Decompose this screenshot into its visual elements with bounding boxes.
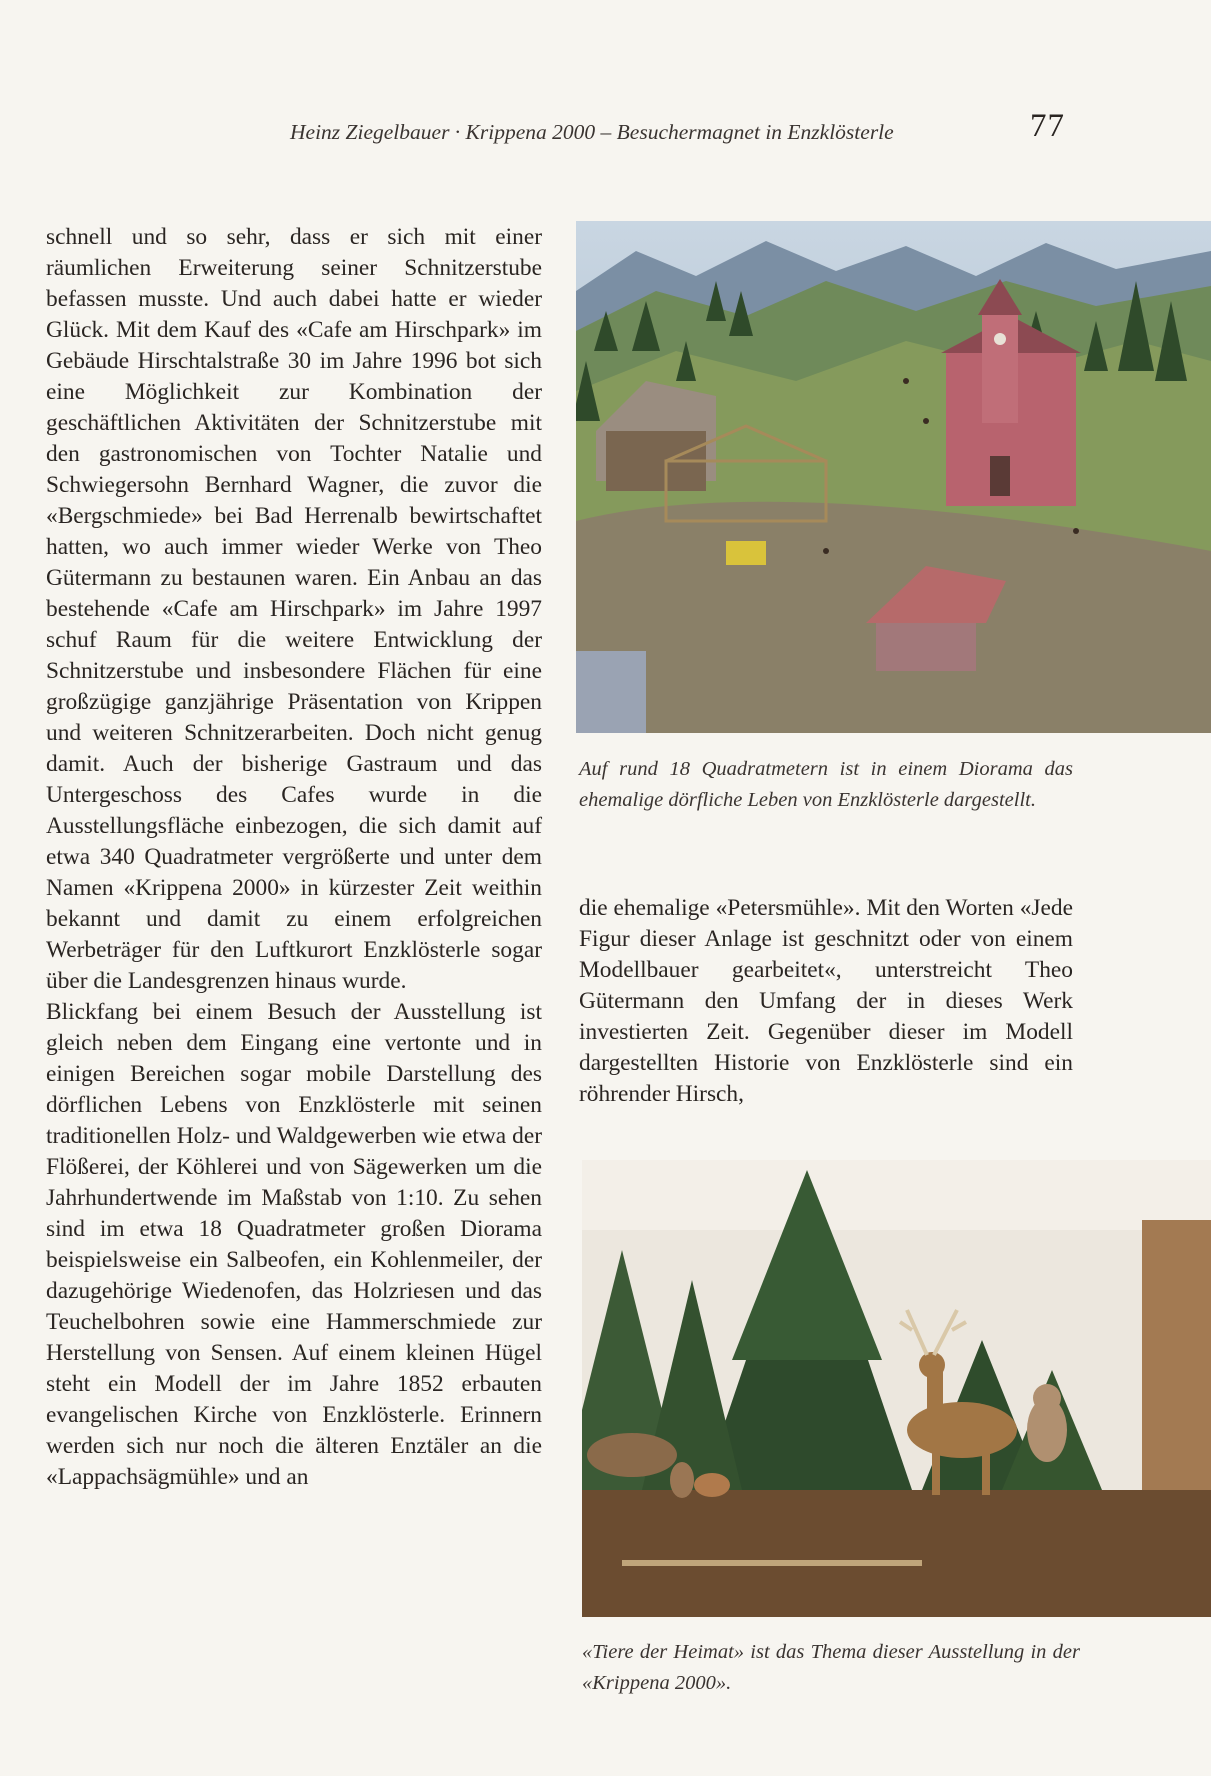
animals-exhibition-photo <box>582 1160 1211 1617</box>
right-column <box>579 893 1073 1110</box>
left-paragraph-1: schnell und so sehr, dass er sich mit einer räumlichen Erweiterung seiner Schnitzerstube befassen musste. Und auch dabei hatte er wieder Glück. Mit dem Kauf des «Cafe am Hirschpark» im Gebäude Hirschtalstraße 30 im Jahre 1996 bot sich eine Möglichkeit zur Kombination der geschäftlichen Aktivitäten der Schnitzerstube mit den gastronomischen von Tochter Natalie und Schwiegersohn Bernhard Wagner, die zuvor die «Bergschmiede» bei Bad Herrenalb bewirtschaftet hatten, wo auch immer wieder Werke von Theo Gütermann zu bestaunen waren. Ein Anbau an das bestehende «Cafe am Hirschpark» im Jahre 1997 schuf Raum für die weitere Entwicklung der Schnitzerstube und insbesondere Flächen für eine großzügige ganzjährige Präsentation von Krippen und weiteren Schnitzerarbeiten. Doch nicht genug damit. Auch der bisherige Gastraum und das Untergeschoss des Cafes wurde in die Ausstellungsfläche einbezogen, die sich damit auf etwa 340 Quadratmeter vergrößerte und unter dem Namen «Krippena 2000» in kürzester Zeit weithin bekannt und damit zu einem erfolgreichen Werbeträger für den Luftkurort Enzklösterle sogar über die Landesgrenzen hinaus wurde. <box>46 224 542 994</box>
caption-diorama: Auf rund 18 Quadratmetern ist in einem Diorama das ehemalige dörfliche Leben von Enzklösterle dargestellt. <box>579 758 1073 811</box>
left-paragraph-2: Blickfang bei einem Besuch der Ausstellung ist gleich neben dem Eingang eine vertonte und in einigen Bereichen sogar mobile Darstellung des dörflichen Lebens von Enzklösterle mit seinen traditionellen Holz- und Waldgewerben wie etwa der Flößerei, der Köhlerei und von Sägewerken um die Jahrhundertwende im Maßstab von 1:10. Zu sehen sind im etwa 18 Quadratmeter großen Diorama beispielsweise ein Salbeofen, ein Kohlenmeiler, der dazugehörige Wiedenofen, das Holzriesen und das Teuchelbohren sowie eine Hammerschmiede zur Herstellung von Sensen. Auf einem kleinen Hügel steht ein Modell der im Jahre 1852 erbauten evangelischen Kirche von Enzklösterle. Erinnern werden sich nur noch die älteren Enztäler an die «Lappachsägmühle» und an <box>46 999 542 1490</box>
diorama-illustration <box>576 221 1211 733</box>
page-number: 77 <box>1030 108 1065 144</box>
animals-illustration <box>582 1160 1211 1617</box>
diorama-photo <box>576 221 1211 733</box>
caption-animals: «Tiere der Heimat» ist das Thema dieser Ausstellung in der «Krippena 2000». <box>582 1641 1080 1694</box>
running-header <box>0 108 1211 148</box>
right-paragraph-1: die ehemalige «Petersmühle». Mit den Worten «Jede Figur dieser Anlage ist geschnitzt oder von einem Modellbauer gearbeitet«, unterstreicht Theo Gütermann den Umfang der in dieses Werk investierten Zeit. Gegenüber dieser im Modell dargestellten Historie von Enzklösterle sind ein röhrender Hirsch, <box>579 895 1073 1107</box>
left-column <box>46 222 542 1493</box>
running-title: Heinz Ziegelbauer · Krippena 2000 – Besuchermagnet in Enzklösterle <box>290 120 894 144</box>
